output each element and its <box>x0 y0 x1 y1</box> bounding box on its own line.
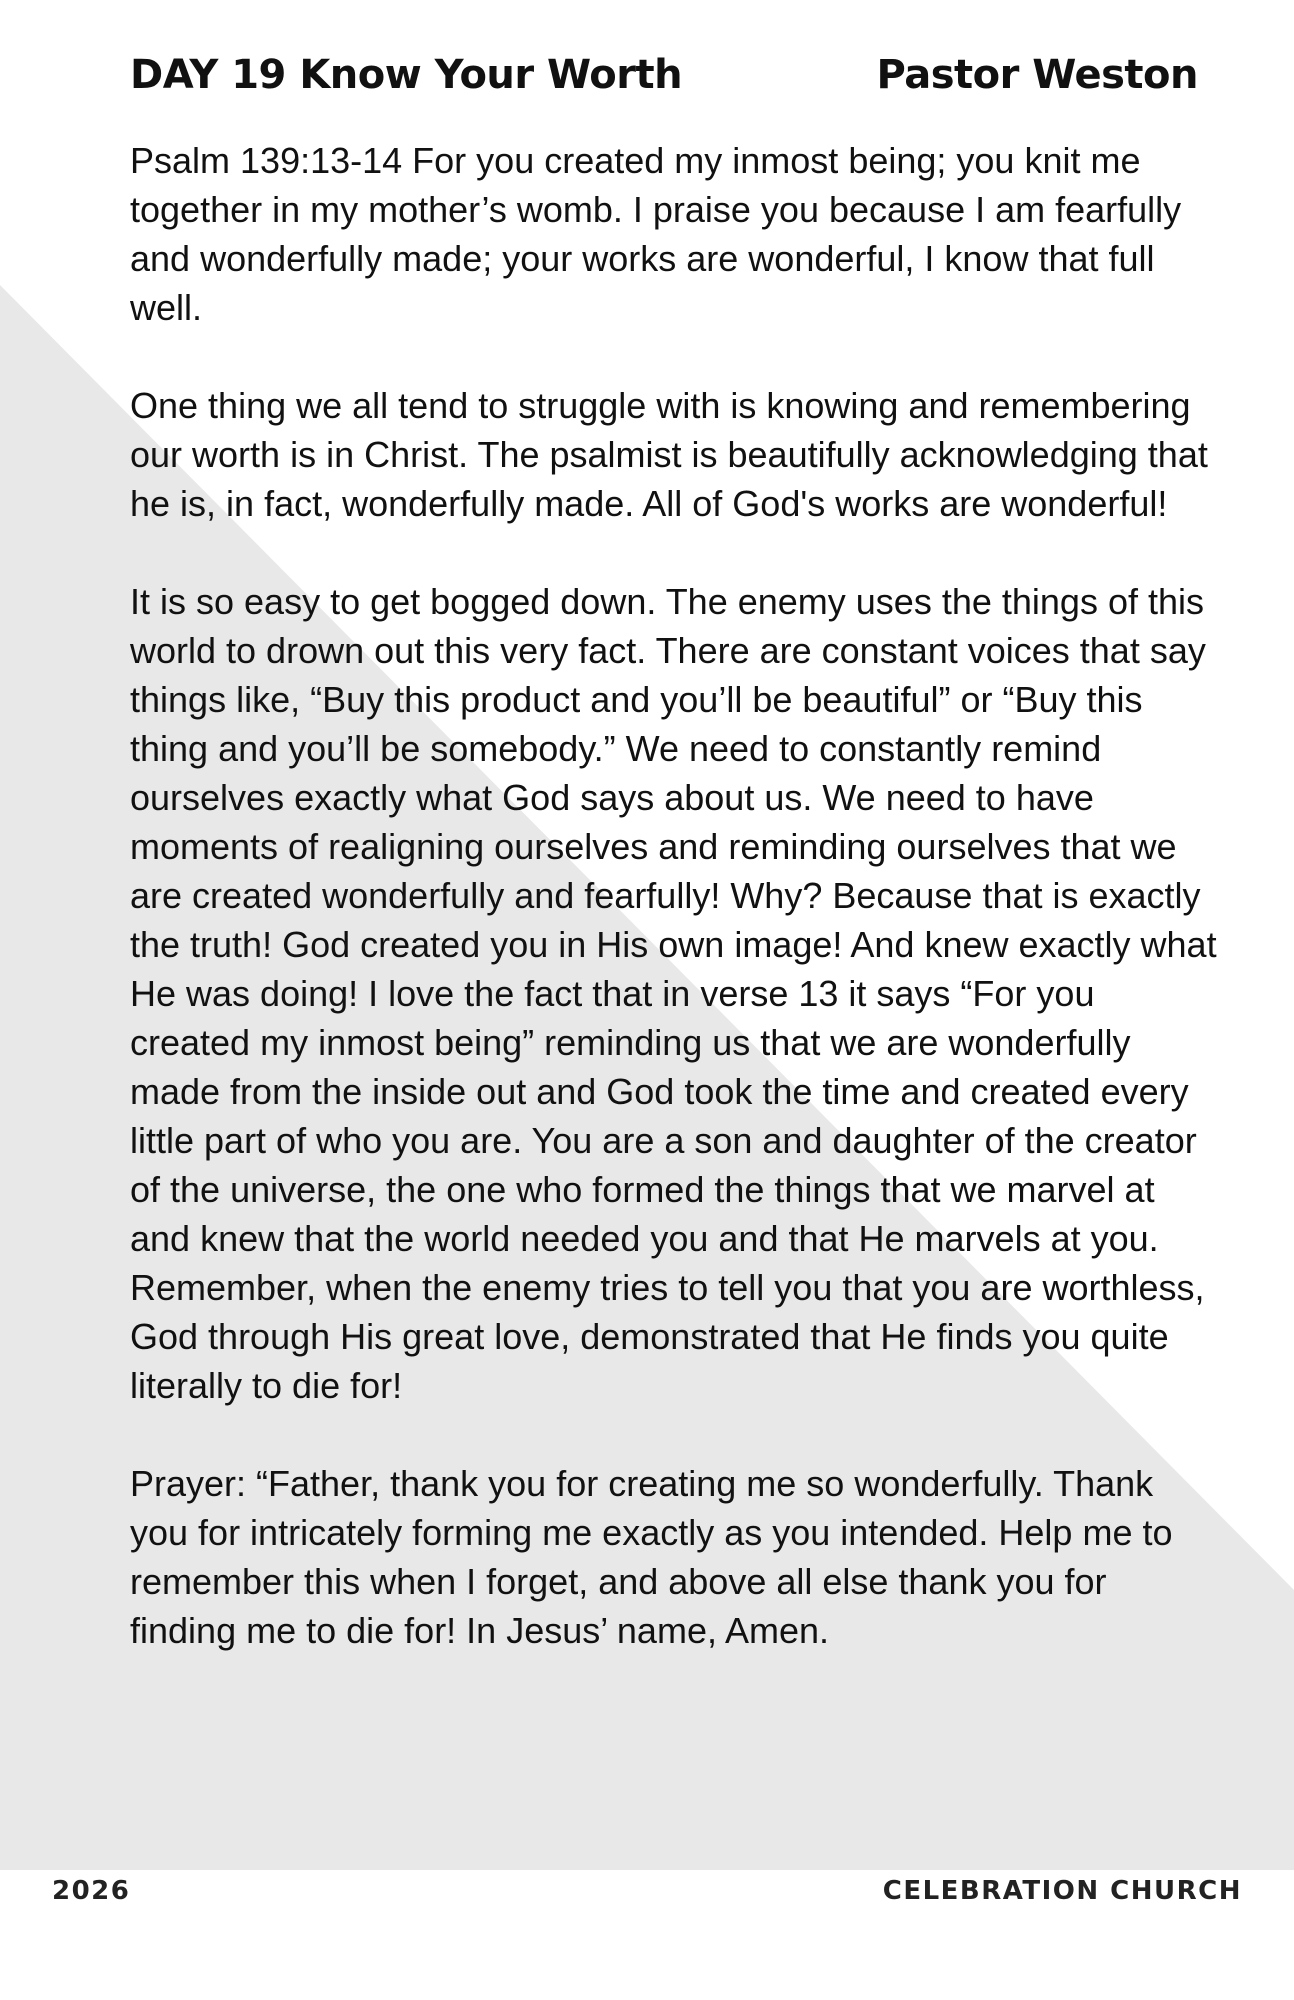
devotional-content <box>130 136 1220 1655</box>
scripture-paragraph: Psalm 139:13-14 For you created my inmost being; you knit me together in my mother’s womb. I praise you because I am fearfully and wonderfully made; your works are wonderful, I know that full well. <box>130 140 1182 328</box>
page-title: DAY 19 Know Your Worth <box>130 52 683 98</box>
prayer-paragraph: Prayer: “Father, thank you for creating me so wonderfully. Thank you for intricately forming me exactly as you intended. Help me to remember this when I forget, and above all else thank you for finding me to die for! In Jesus’ name, Amen. <box>130 1463 1173 1651</box>
footer-year: 2026 <box>52 1876 131 1906</box>
footer-organization: CELEBRATION CHURCH <box>882 1876 1242 1906</box>
body-paragraph: One thing we all tend to struggle with is knowing and remembering our worth is in Christ. The psalmist is beautifully acknowledging that he is, in fact, wonderfully made. All of God's works are wonderful! <box>130 385 1208 524</box>
body-paragraph: It is so easy to get bogged down. The enemy uses the things of this world to drown out this very fact. There are constant voices that say things like, “Buy this product and you’ll be beautiful” or “Buy this thing and you’ll be somebody.” We need to constantly remind ourselves exactly what God says about us. We need to have moments of realigning ourselves and reminding ourselves that we are created wonderfully and fearfully! Why? Because that is exactly the truth! God created you in His own image! And knew exactly what He was doing! I love the fact that in verse 13 it says “For you created my inmost being” reminding us that we are wonderfully made from the inside out and God took the time and created every little part of who you are. You are a son and daughter of the creator of the universe, the one who formed the things that we marvel at and knew that the world needed you and that He marvels at you. Remember, when the enemy tries to tell you that you are worthless, God through His great love, demonstrated that He finds you quite literally to die for! <box>130 581 1217 1406</box>
page-header <box>130 52 1198 98</box>
author-name: Pastor Weston <box>876 52 1198 98</box>
